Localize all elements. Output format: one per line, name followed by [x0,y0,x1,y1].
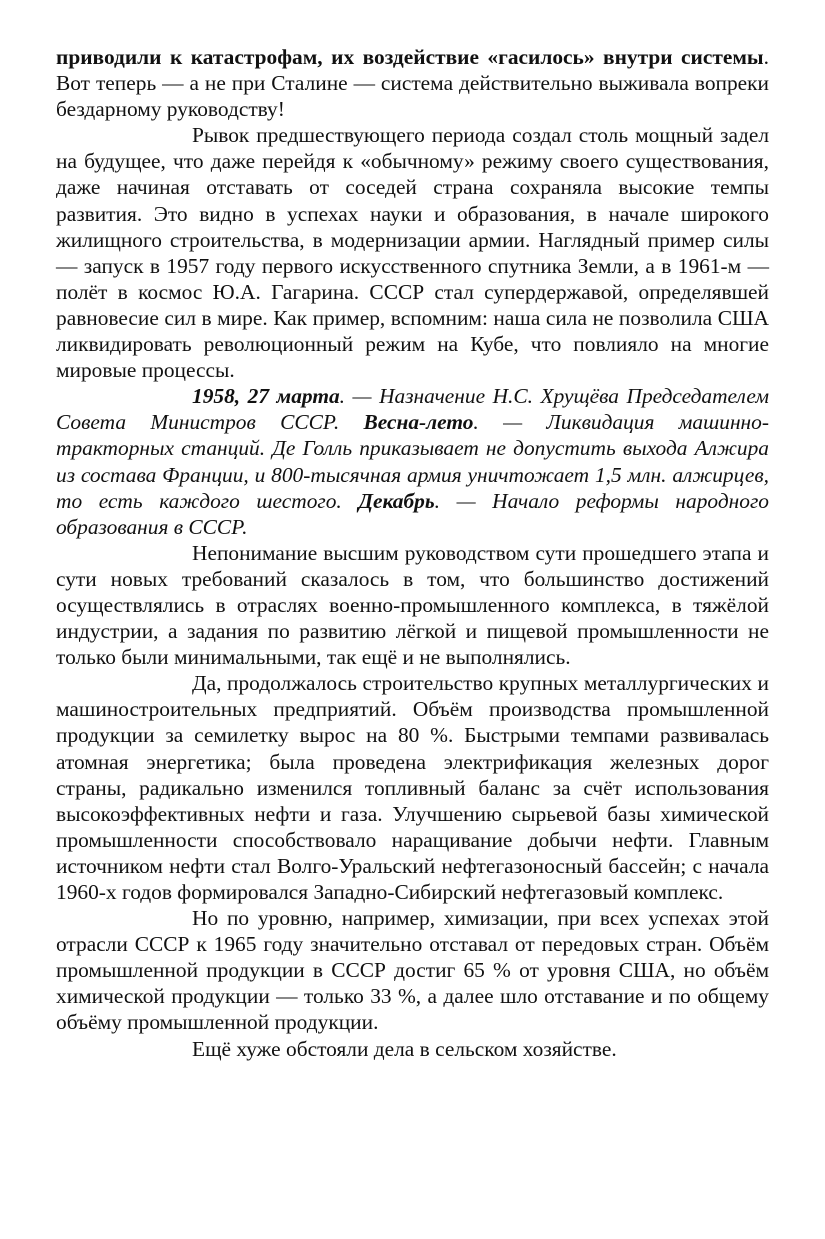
chronology-date: Декабрь [358,488,435,513]
paragraph-text: . Вот теперь — а не при Сталине — система действительно выживала вопреки бездарному руководству! [56,45,769,122]
paragraph-misunderstanding: Непонимание высшим руководством сути прошедшего этапа и сути новых требований сказалось в том, что большинство достижений осуществлялись в отраслях военно-промышленного комплекса, в тяжёлой индустрии, а задания по развитию лёгкой и пищевой промышленности не только были минимальными, так ещё и не выполнялись. [56,540,769,670]
paragraph-agriculture: Ещё хуже обстояли дела в сельском хозяйстве. [192,1036,617,1061]
paragraph-breakthrough: Рывок предшествующего периода создал столь мощный задел на будущее, что даже перейдя к «обычному» режиму своего существования, даже начиная отставать от соседей страна сохраняла высокие темпы развития. Это видно в успехах науки и образования, в начале широкого жилищного строительства, в модернизации армии. Наглядный пример силы — запуск в 1957 году первого искусственного спутника Земли, а в 1961-м — полёт в космос Ю.А. Гагарина. СССР стал супердержавой, определявшей равновесие сил в мире. Как пример, вспомним: наша сила не позволила США ликвидировать революционный режим на Кубе, что повлияло на многие мировые процессы. [56,123,769,383]
bold-phrase: приводили к катастрофам, их воздействие «гасилось» внутри системы [56,45,764,69]
paragraph-construction: Да, продолжалось строительство крупных металлургических и машиностроительных предприятий. Объём производства промышленной продукции за семилетку вырос на 80 %. Быстрыми темпами развивалась атомная энергетика; была проведена электрификация железных дорог страны, радикально изменился топливный баланс за счёт использования высокоэффективных нефти и газа. Улучшению сырьевой базы химической промышленности способствовало наращивание добычи нефти. Главным источником нефти стал Волго-Уральский нефтегазоносный бассейн; с начала 1960-х годов формировался Западно-Сибирский нефтегазовый комплекс. [56,671,769,904]
paragraph-chemistry: Но по уровню, например, химизации, при всех успехах этой отрасли СССР к 1965 году значительно отставал от передовых стран. Объём промышленной продукции в СССР достиг 65 % от уровня США, но объём химической продукции — только 33 %, а далее шло отставание и по общему объёму промышленной продукции. [56,906,769,1035]
chronology-date: Весна-лето [363,410,474,435]
chronology-entry [56,383,769,540]
paragraph-continuation [56,44,769,122]
chronology-text: . — Назначение Н.С. Хрущёва Председателем Совета Министров СССР. [56,384,769,435]
chronology-text: . — Начало реформы народного образования в СССР. [56,488,769,539]
chronology-date: 1958, 27 марта [192,384,340,409]
chronology-text: . — Ликвидация машинно-тракторных станций. Де Голль приказывает не допустить выхода Алжира из состава Франции, и 800-тысячная армия уничтожает 1,5 млн. алжирцев, то есть каждого шестого. [56,410,769,513]
